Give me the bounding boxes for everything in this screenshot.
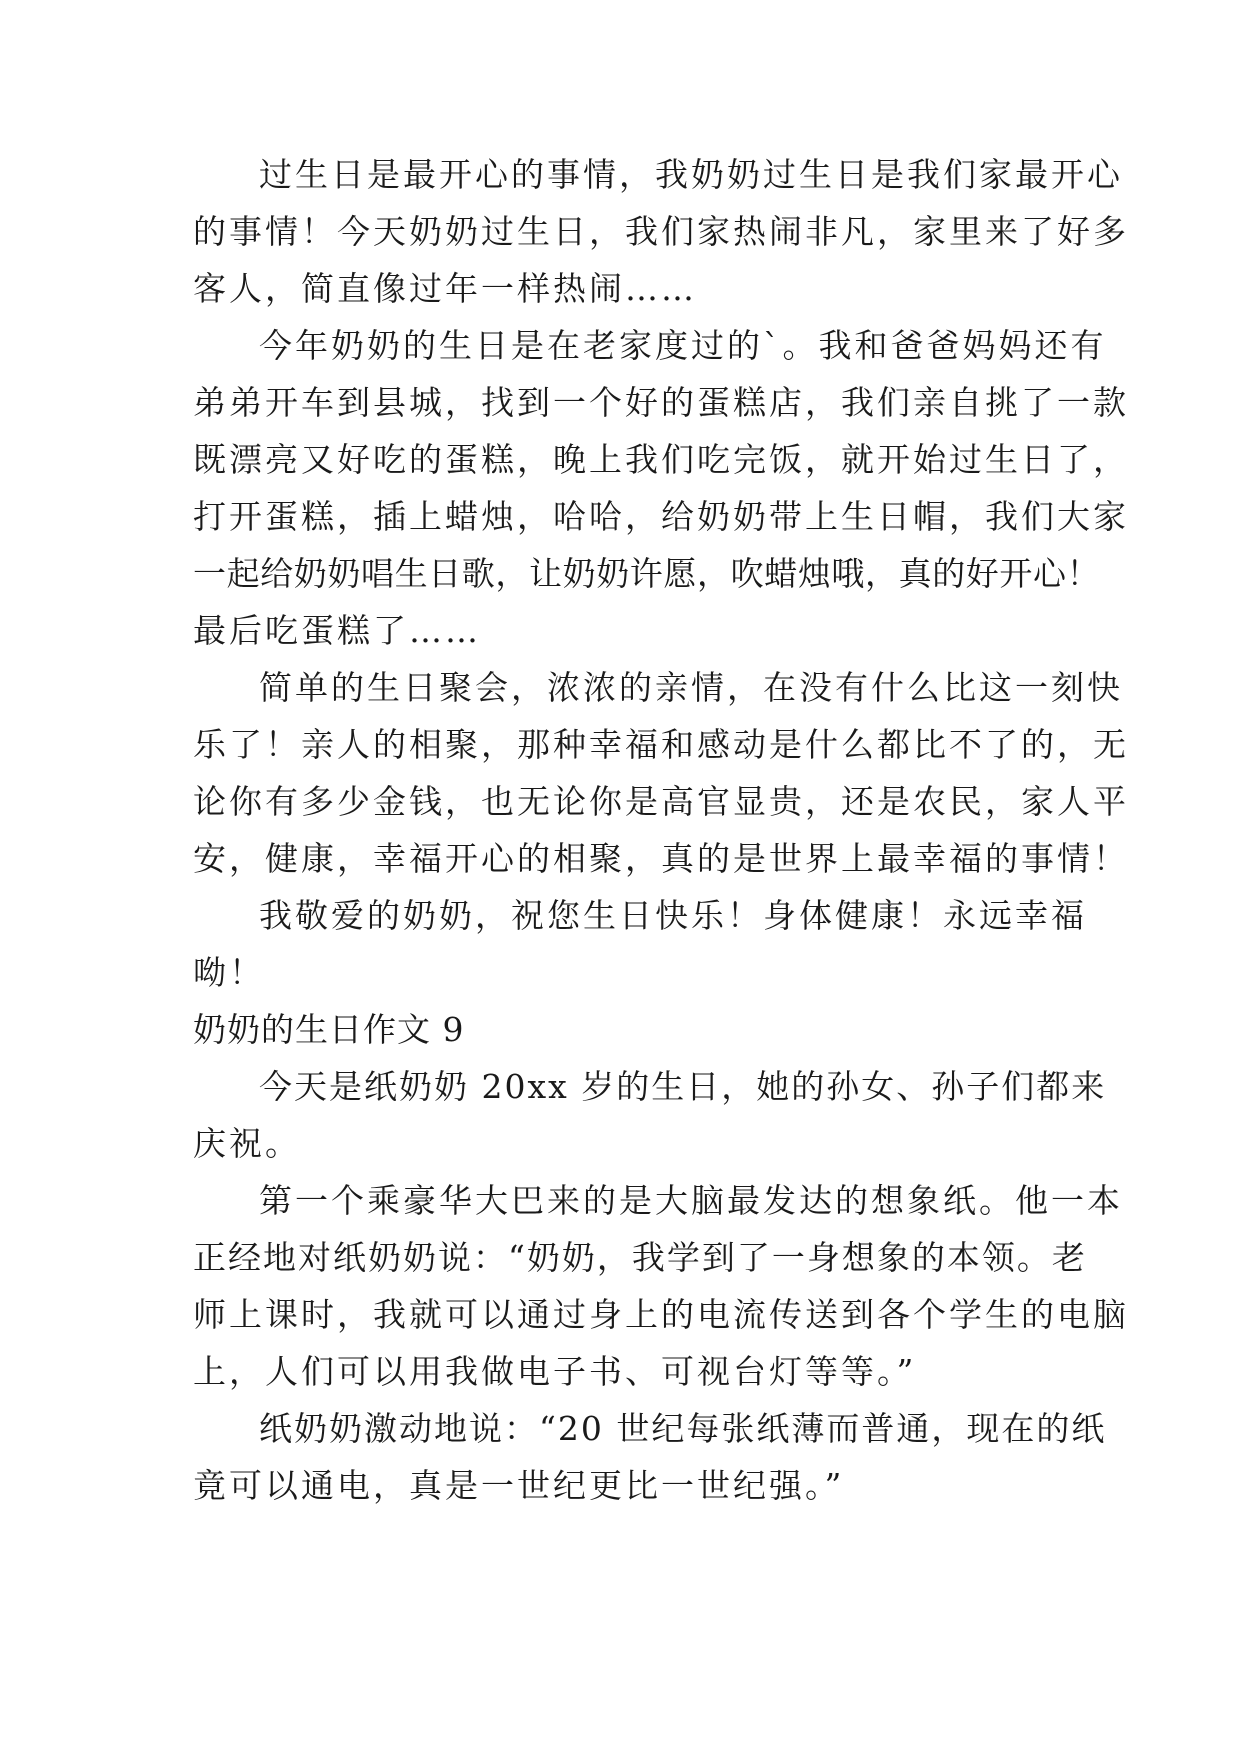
paragraph-2-line-1: 今年奶奶的生日是在老家度过的`。我和爸爸妈妈还有 xyxy=(259,326,1107,365)
paragraph-3-line-2: 乐了！亲人的相聚，那种幸福和感动是什么都比不了的，无 xyxy=(193,725,1129,764)
paragraph-2-line-3: 既漂亮又好吃的蛋糕，晚上我们吃完饭，就开始过生日了， xyxy=(193,440,1129,479)
paragraph-4-line-1: 我敬爱的奶奶，祝您生日快乐！身体健康！永远幸福 xyxy=(259,896,1087,935)
paragraph-6-line-3: 师上课时，我就可以通过身上的电流传送到各个学生的电脑 xyxy=(193,1295,1129,1334)
paragraph-7-line-2: 竟可以通电，真是一世纪更比一世纪强。” xyxy=(193,1466,845,1505)
paragraph-7-line-1: 纸奶奶激动地说：“20 世纪每张纸薄而普通，现在的纸 xyxy=(259,1409,1107,1448)
paragraph-3-line-1: 简单的生日聚会，浓浓的亲情，在没有什么比这一刻快 xyxy=(259,668,1123,707)
paragraph-5-line-1: 今天是纸奶奶 20xx 岁的生日，她的孙女、孙子们都来 xyxy=(259,1067,1107,1106)
paragraph-6-line-4: 上，人们可以用我做电子书、可视台灯等等。” xyxy=(193,1352,917,1391)
paragraph-1-line-3: 客人，简直像过年一样热闹…… xyxy=(193,269,697,308)
paragraph-4-line-2: 呦！ xyxy=(193,953,265,992)
paragraph-2-line-2: 弟弟开车到县城，找到一个好的蛋糕店，我们亲自挑了一款 xyxy=(193,383,1129,422)
paragraph-5-line-2: 庆祝。 xyxy=(193,1124,301,1163)
paragraph-3-line-4: 安，健康，幸福开心的相聚，真的是世界上最幸福的事情！ xyxy=(193,839,1129,878)
paragraph-3-line-3: 论你有多少金钱，也无论你是高官显贵，还是农民，家人平 xyxy=(193,782,1129,821)
paragraph-6-line-2: 正经地对纸奶奶说：“奶奶，我学到了一身想象的本领。老 xyxy=(193,1238,1087,1277)
paragraph-1-line-1: 过生日是最开心的事情，我奶奶过生日是我们家最开心 xyxy=(259,155,1123,194)
paragraph-2-line-4: 打开蛋糕，插上蜡烛，哈哈，给奶奶带上生日帽，我们大家 xyxy=(193,497,1129,536)
paragraph-6-line-1: 第一个乘豪华大巴来的是大脑最发达的想象纸。他一本 xyxy=(259,1181,1123,1220)
paragraph-2-line-5: 一起给奶奶唱生日歌，让奶奶许愿，吹蜡烛哦，真的好开心！ xyxy=(193,554,1101,593)
paragraph-1-line-2: 的事情！今天奶奶过生日，我们家热闹非凡，家里来了好多 xyxy=(193,212,1129,251)
paragraph-2-line-6: 最后吃蛋糕了…… xyxy=(193,611,481,650)
section-heading: 奶奶的生日作文 9 xyxy=(193,1010,465,1049)
